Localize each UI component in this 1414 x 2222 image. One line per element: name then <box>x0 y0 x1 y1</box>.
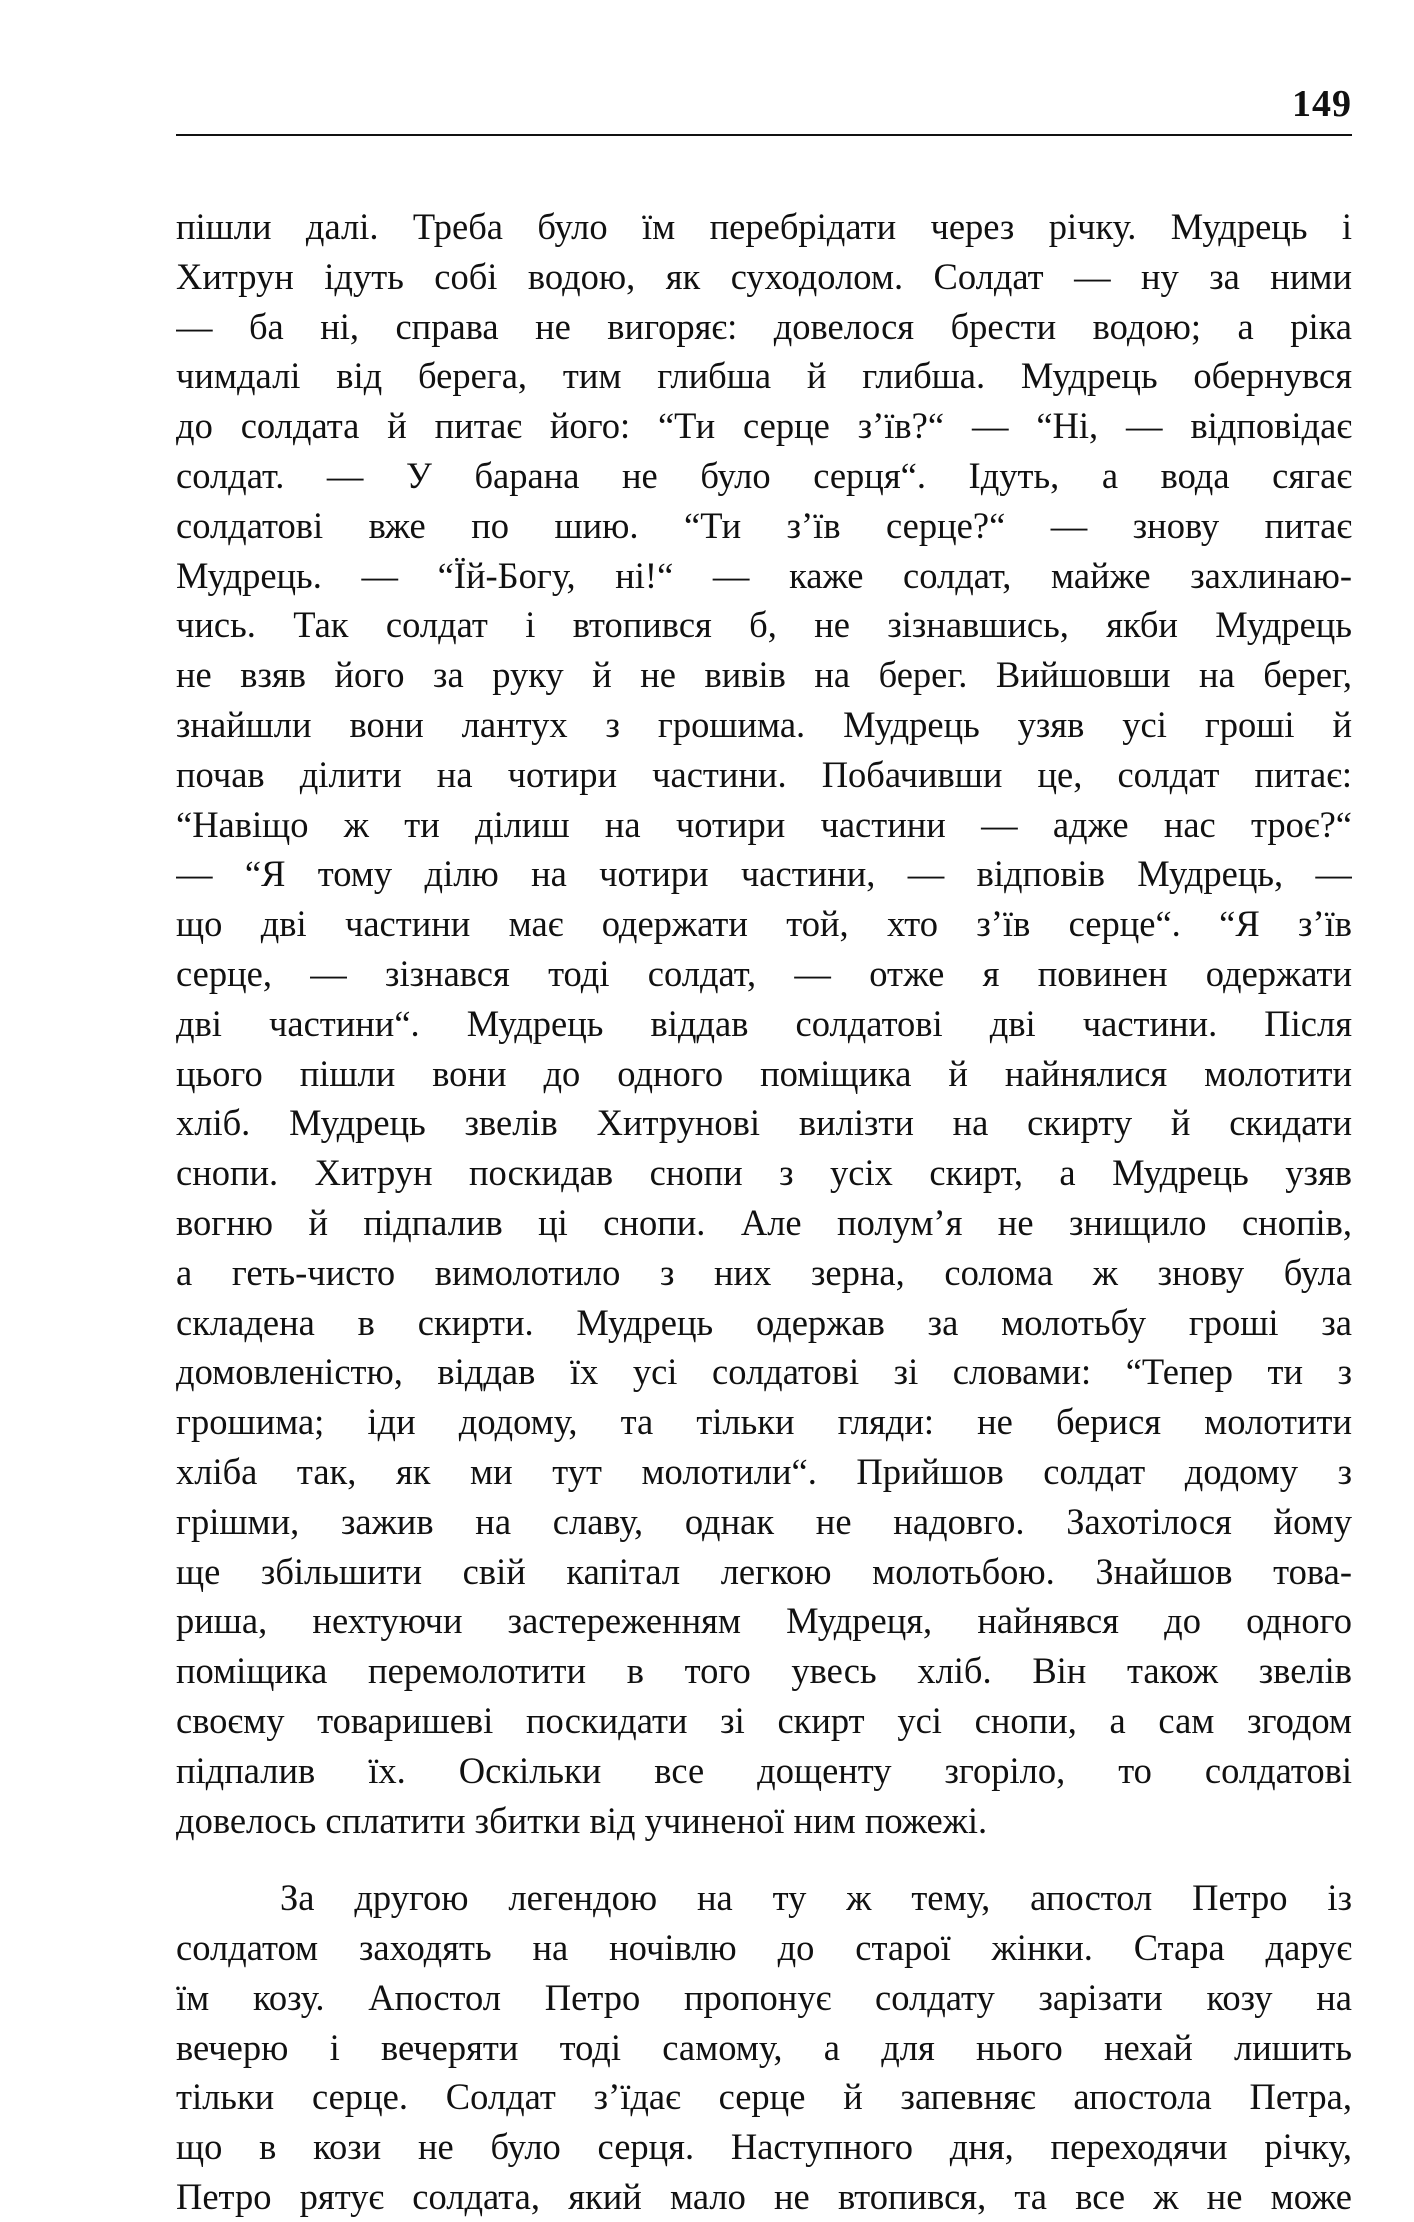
page-number: 149 <box>1292 83 1352 125</box>
text-line: почав ділити на чотири частини. Побачивши це, солдат питає: <box>176 753 1352 795</box>
text-line: чись. Так солдат і втопився б, не зізнавшись, якби Мудрець <box>176 604 1352 646</box>
text-line: — “Я тому ділю на чотири частини, — відповів Мудрець, — <box>176 853 1352 895</box>
text-line: своєму товаришеві поскидати зі скирт усі снопи, а сам згодом <box>176 1699 1352 1741</box>
text-line: Петро рятує солдата, який мало не втопився, та все ж не може <box>176 2176 1352 2218</box>
text-line: поміщика перемолотити в того увесь хліб. Він також звелів <box>176 1650 1352 1692</box>
text-line: до солдата й питає його: “Ти серце з’їв?“ — “Ні, — відповідає <box>176 405 1352 447</box>
text-line: що дві частини має одержати той, хто з’їв серце“. “Я з’їв <box>176 903 1352 945</box>
text-line: дві частини“. Мудрець віддав солдатові дві частини. Після <box>176 1002 1352 1044</box>
paragraph-2 <box>176 1873 1352 2222</box>
text-line: хліб. Мудрець звелів Хитрунові вилізти на скирту й скидати <box>176 1102 1352 1144</box>
text-line: снопи. Хитрун поскидав снопи з усіх скирт, а Мудрець узяв <box>176 1152 1352 1194</box>
text-line: а геть-чисто вимолотило з них зерна, солома ж знову була <box>176 1251 1352 1293</box>
text-line: грошима; іди додому, та тільки гляди: не берися молотити <box>176 1401 1352 1443</box>
text-line: серце, — зізнався тоді солдат, — отже я повинен одержати <box>176 952 1352 994</box>
text-line: хліба так, як ми тут молотили“. Прийшов солдат додому з <box>176 1450 1352 1492</box>
text-line: знайшли вони лантух з грошима. Мудрець узяв усі гроші й <box>176 703 1352 745</box>
text-line: Хитрун ідуть собі водою, як суходолом. Солдат — ну за ними <box>176 255 1352 297</box>
text-line: За другою легендою на ту ж тему, апостол Петро із <box>280 1877 1352 1919</box>
text-line: цього пішли вони до одного поміщика й найнялися молотити <box>176 1052 1352 1094</box>
text-line: тільки серце. Солдат з’їдає серце й запевняє апостола Петра, <box>176 2076 1352 2118</box>
text-line: вогню й підпалив ці снопи. Але полум’я не знищило снопів, <box>176 1201 1352 1243</box>
text-line: чимдалі від берега, тим глибша й глибша. Мудрець обернувся <box>176 355 1352 397</box>
text-line: солдатом заходять на ночівлю до старої жінки. Стара дарує <box>176 1927 1352 1969</box>
header-rule <box>176 134 1352 136</box>
paragraph-gap <box>176 1845 1352 1873</box>
text-line: — ба ні, справа не вигоряє: довелося брести водою; а ріка <box>176 305 1352 347</box>
text-line: Мудрець. — “Їй-Богу, ні!“ — каже солдат, майже захлинаю- <box>176 554 1352 596</box>
text-line: довелось сплатити збитки від учиненої ним пожежі. <box>176 1799 988 1841</box>
text-line: солдатові вже по шию. “Ти з’їв серце?“ — знову питає <box>176 504 1352 546</box>
text-line: вечерю і вечеряти тоді самому, а для нього нехай лишить <box>176 2026 1352 2068</box>
text-line: домовленістю, віддав їх усі солдатові зі словами: “Тепер ти з <box>176 1351 1352 1393</box>
text-line: ще збільшити свій капітал легкою молотьбою. Знайшов това- <box>176 1550 1352 1592</box>
text-line: що в кози не було серця. Наступного дня, переходячи річку, <box>176 2126 1352 2168</box>
text-line: їм козу. Апостол Петро пропонує солдату зарізати козу на <box>176 1976 1352 2018</box>
text-line: підпалив їх. Оскільки все дощенту згоріло, то солдатові <box>176 1749 1352 1791</box>
text-line: грішми, зажив на славу, однак не надовго. Захотілося йому <box>176 1500 1352 1542</box>
text-line: не взяв його за руку й не вивів на берег. Вийшовши на берег, <box>176 654 1352 696</box>
text-line: риша, нехтуючи застереженням Мудреця, найнявся до одного <box>176 1600 1352 1642</box>
text-line: солдат. — У барана не було серця“. Ідуть, а вода сягає <box>176 454 1352 496</box>
text-line: пішли далі. Треба було їм перебрідати через річку. Мудрець і <box>176 206 1352 247</box>
text-line: “Навіщо ж ти ділиш на чотири частини — адже нас троє?“ <box>176 803 1352 845</box>
text-line: складена в скирти. Мудрець одержав за молотьбу гроші за <box>176 1301 1352 1343</box>
body-text <box>176 202 1352 2222</box>
paragraph-1 <box>176 202 1352 1845</box>
